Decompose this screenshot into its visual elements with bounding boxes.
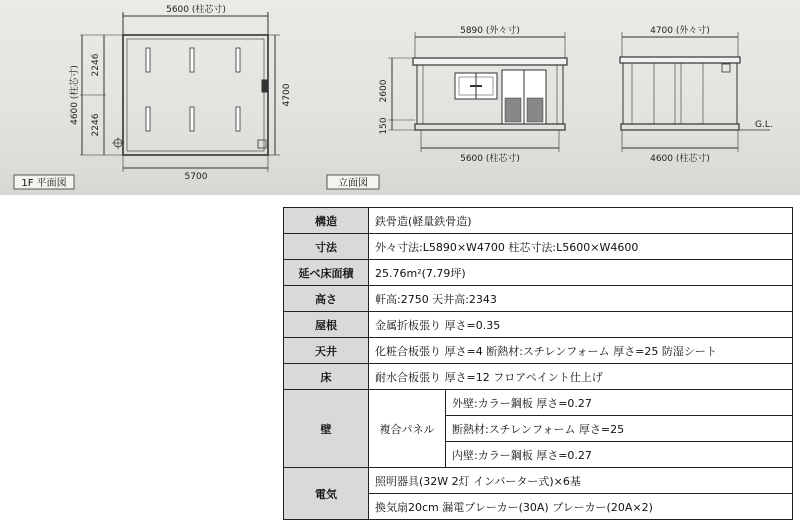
row-value: 耐水合板張り 厚さ=12 フロアペイント仕上げ — [369, 364, 793, 390]
plan-caption: 1F 平面図 — [21, 178, 67, 189]
row-label: 床 — [284, 364, 369, 390]
row-value: 外々寸法:L5890×W4700 柱芯寸法:L5600×W4600 — [369, 234, 793, 260]
architectural-drawing — [0, 0, 800, 195]
electric-label: 電気 — [284, 468, 369, 520]
table-row — [284, 468, 793, 494]
row-label: 延べ床面積 — [284, 260, 369, 286]
ground-label: G.L. — [755, 120, 773, 130]
plan-dim-right: 4700 — [282, 83, 292, 107]
plan-dim-left-total: 4600 (柱芯寸) — [70, 65, 80, 125]
wall-label: 壁 — [284, 390, 369, 468]
table-row — [284, 364, 793, 390]
height-main: 2600 — [379, 79, 389, 103]
height-base: 150 — [379, 117, 389, 135]
wall-item: 外壁:カラー鋼板 厚さ=0.27 — [446, 390, 793, 416]
table-row — [284, 260, 793, 286]
plan-dim-top: 5600 (柱芯寸) — [166, 5, 226, 15]
row-value: 軒高:2750 天井高:2343 — [369, 286, 793, 312]
row-value: 25.76m²(7.79坪) — [369, 260, 793, 286]
plan-caption-box — [14, 175, 74, 189]
side-elevation — [620, 32, 770, 152]
floor-plan — [80, 12, 280, 172]
side-dim-bottom: 4600 (柱芯寸) — [650, 154, 710, 164]
table-row — [284, 234, 793, 260]
front-dim-bottom: 5600 (柱芯寸) — [460, 154, 520, 164]
side-dim-top: 4700 (外々寸) — [650, 26, 710, 36]
row-value: 金属折板張り 厚さ=0.35 — [369, 312, 793, 338]
spec-table — [283, 207, 793, 520]
row-label: 構造 — [284, 208, 369, 234]
row-label: 高さ — [284, 286, 369, 312]
table-row — [284, 312, 793, 338]
row-label: 天井 — [284, 338, 369, 364]
plan-dim-left-upper: 2246 — [91, 53, 101, 77]
drawing-svg — [0, 0, 800, 195]
row-label: 屋根 — [284, 312, 369, 338]
row-value: 化粧合板張り 厚さ=4 断熱材:スチレンフォーム 厚さ=25 防湿シート — [369, 338, 793, 364]
front-dim-top: 5890 (外々寸) — [460, 26, 520, 36]
row-value: 鉄骨造(軽量鉄骨造) — [369, 208, 793, 234]
front-elevation — [388, 32, 567, 152]
table-row — [284, 390, 793, 416]
plan-dim-left-lower: 2246 — [91, 113, 101, 137]
table-row — [284, 286, 793, 312]
electric-item: 換気扇20cm 漏電ブレーカー(30A) ブレーカー(20A×2) — [369, 494, 793, 520]
wall-item: 断熱材:スチレンフォーム 厚さ=25 — [446, 416, 793, 442]
electric-item: 照明器具(32W 2灯 インバーター式)×6基 — [369, 468, 793, 494]
table-row — [284, 208, 793, 234]
elevation-caption: 立面図 — [338, 178, 368, 189]
wall-item: 内壁:カラー鋼板 厚さ=0.27 — [446, 442, 793, 468]
elevation-caption-box — [327, 175, 379, 189]
plan-dim-bottom: 5700 — [184, 172, 208, 182]
row-label: 寸法 — [284, 234, 369, 260]
wall-sub-label: 複合パネル — [369, 390, 446, 468]
table-row — [284, 338, 793, 364]
